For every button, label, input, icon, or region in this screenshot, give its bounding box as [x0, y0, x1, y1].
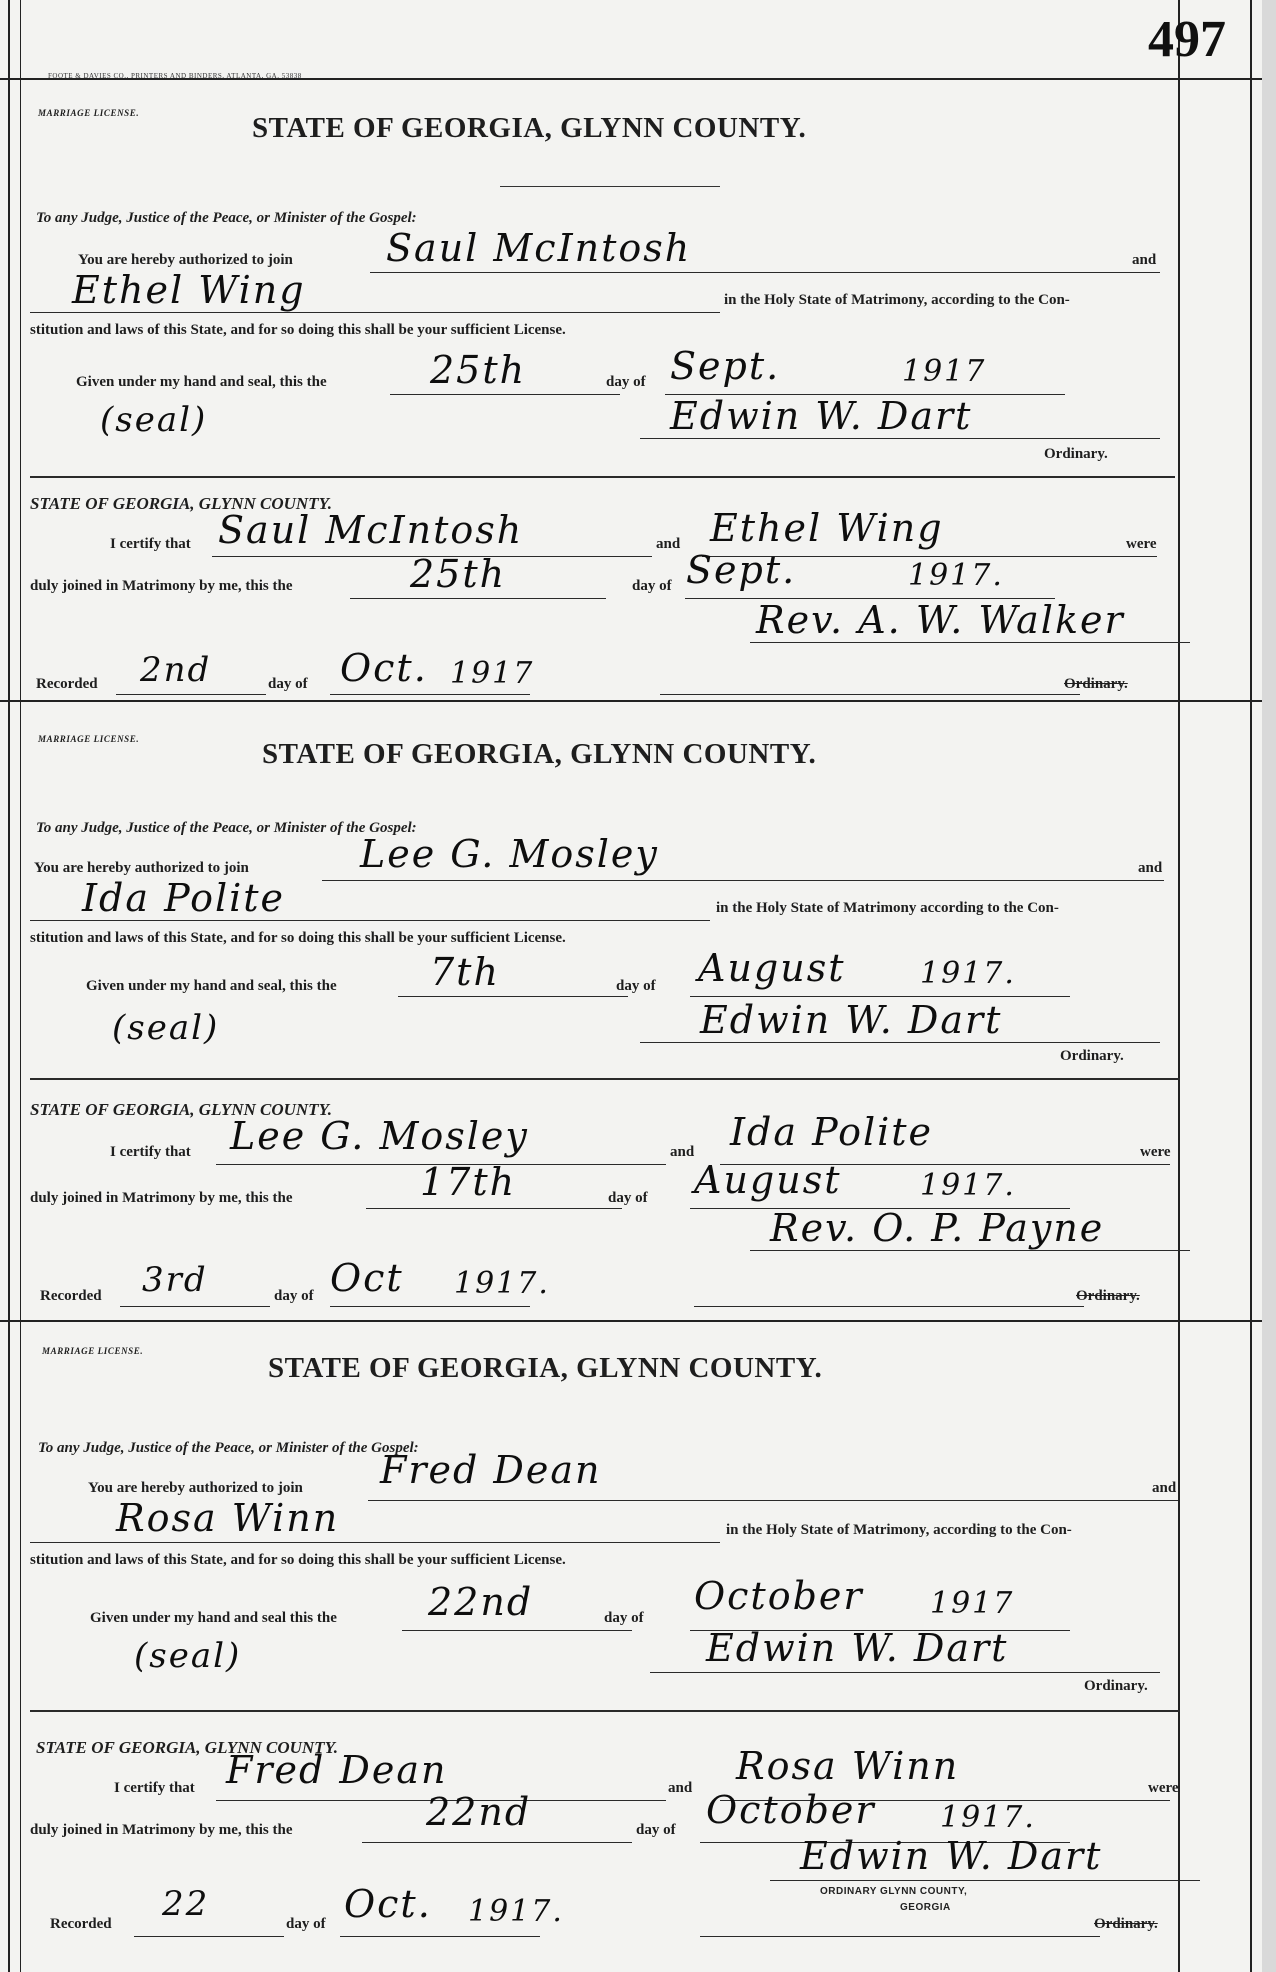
seal: (seal) — [134, 1636, 242, 1676]
license-title: STATE OF GEORGIA, GLYNN COUNTY. — [252, 112, 807, 144]
recorded-day-of-text: day of — [268, 676, 308, 692]
joined-text: duly joined in Matrimony by me, this the — [30, 578, 293, 594]
recorded-text: Recorded — [40, 1288, 102, 1304]
groom-name: Lee G. Mosley — [360, 832, 659, 876]
recorded-day-of-text: day of — [286, 1916, 326, 1932]
given-day: 7th — [430, 950, 500, 994]
salutation: To any Judge, Justice of the Peace, or Minister of the Gospel: — [36, 820, 417, 836]
and-text: and — [1132, 252, 1157, 268]
cert-day-of-text: day of — [608, 1190, 648, 1206]
were-text: were — [1126, 536, 1157, 552]
cert-bride-name: Ida Polite — [730, 1110, 934, 1154]
ordinary-signature: Edwin W. Dart — [706, 1626, 1009, 1670]
recorded-ordinary-label: Ordinary. — [1094, 1916, 1158, 1932]
cert-bride-name: Ethel Wing — [710, 506, 944, 550]
given-month: August — [698, 946, 846, 990]
recorded-day: 2nd — [140, 650, 212, 690]
recorded-ordinary-label: Ordinary. — [1064, 676, 1128, 692]
officiant-signature: Rev. A. W. Walker — [756, 598, 1125, 642]
page-number: 497 — [1148, 11, 1226, 68]
authorize-text: You are hereby authorized to join — [88, 1480, 303, 1496]
bride-name: Rosa Winn — [116, 1496, 340, 1540]
were-text: were — [1148, 1780, 1179, 1796]
cert-groom-name: Saul McIntosh — [218, 508, 524, 552]
certify-text: I certify that — [114, 1780, 195, 1796]
given-year: 1917. — [920, 956, 1016, 991]
left-margin-rule-inner — [20, 0, 21, 1972]
ordinary-label: Ordinary. — [1044, 446, 1108, 462]
cert-day-of-text: day of — [632, 578, 672, 594]
license-title: STATE OF GEORGIA, GLYNN COUNTY. — [268, 1352, 823, 1384]
given-text: Given under my hand and seal this the — [90, 1610, 337, 1626]
recorded-text: Recorded — [36, 676, 98, 692]
record-divider-2 — [0, 1320, 1262, 1322]
given-day: 22nd — [428, 1580, 534, 1624]
printer-imprint: FOOTE & DAVIES CO., PRINTERS AND BINDERS, ATLANTA, GA. 53838 — [48, 72, 302, 80]
holy-state-text: in the Holy State of Matrimony according to the Con- — [716, 900, 1059, 916]
ordinary-stamp-line-2: GEORGIA — [900, 1902, 951, 1913]
cert-year: 1917. — [908, 558, 1004, 593]
and-text: and — [1138, 860, 1163, 876]
groom-name: Fred Dean — [380, 1448, 602, 1492]
holy-state-text: in the Holy State of Matrimony, according to the Con- — [726, 1522, 1072, 1538]
ordinary-label: Ordinary. — [1084, 1678, 1148, 1694]
cert-and-text: and — [670, 1144, 695, 1160]
certify-text: I certify that — [110, 1144, 191, 1160]
license-title: STATE OF GEORGIA, GLYNN COUNTY. — [262, 738, 817, 770]
bride-name: Ethel Wing — [72, 268, 306, 312]
were-text: were — [1140, 1144, 1171, 1160]
constitution-text: stitution and laws of this State, and for so doing this shall be your sufficient License. — [30, 322, 566, 338]
given-day: 25th — [430, 348, 527, 392]
license-tag: MARRIAGE LICENSE. — [38, 108, 140, 118]
marriage-record-1 — [30, 82, 1225, 692]
cert-bride-name: Rosa Winn — [736, 1744, 960, 1788]
given-year: 1917 — [902, 354, 987, 389]
cert-and-text: and — [668, 1780, 693, 1796]
joined-text: duly joined in Matrimony by me, this the — [30, 1822, 293, 1838]
cert-month: Sept. — [686, 548, 797, 592]
day-of-text: day of — [606, 374, 646, 390]
certificate-header: STATE OF GEORGIA, GLYNN COUNTY. — [30, 1100, 332, 1119]
recorded-year: 1917. — [454, 1266, 550, 1301]
groom-name: Saul McIntosh — [386, 226, 692, 270]
officiant-signature: Rev. O. P. Payne — [770, 1206, 1105, 1250]
certificate-header: STATE OF GEORGIA, GLYNN COUNTY. — [30, 494, 332, 513]
recorded-month: Oct. — [344, 1882, 432, 1926]
right-edge-rule — [1250, 0, 1252, 1972]
salutation: To any Judge, Justice of the Peace, or Minister of the Gospel: — [38, 1440, 419, 1456]
left-margin-rule — [8, 0, 10, 1972]
authorize-text: You are hereby authorized to join — [34, 860, 249, 876]
given-text: Given under my hand and seal, this the — [86, 978, 337, 994]
ordinary-signature: Edwin W. Dart — [670, 394, 973, 438]
constitution-text: stitution and laws of this State, and for so doing this shall be your sufficient License. — [30, 1552, 566, 1568]
marriage-record-3 — [30, 1324, 1225, 1964]
ordinary-label: Ordinary. — [1060, 1048, 1124, 1064]
marriage-record-2 — [30, 704, 1225, 1304]
cert-day: 22nd — [426, 1790, 532, 1834]
recorded-day-of-text: day of — [274, 1288, 314, 1304]
ordinary-signature: Edwin W. Dart — [700, 998, 1003, 1042]
cert-groom-name: Fred Dean — [226, 1748, 448, 1792]
recorded-month: Oct. — [340, 646, 428, 690]
certificate-header: STATE OF GEORGIA, GLYNN COUNTY. — [36, 1738, 338, 1757]
seal: (seal) — [112, 1008, 220, 1048]
given-text: Given under my hand and seal, this the — [76, 374, 327, 390]
day-of-text: day of — [616, 978, 656, 994]
and-text: and — [1152, 1480, 1177, 1496]
given-year: 1917 — [930, 1586, 1015, 1621]
constitution-text: stitution and laws of this State, and for so doing this shall be your sufficient License. — [30, 930, 566, 946]
bride-name: Ida Polite — [82, 876, 286, 920]
recorded-day: 3rd — [142, 1260, 208, 1300]
cert-day: 17th — [420, 1160, 517, 1204]
salutation: To any Judge, Justice of the Peace, or Minister of the Gospel: — [36, 210, 417, 226]
license-tag: MARRIAGE LICENSE. — [42, 1346, 144, 1356]
seal: (seal) — [100, 400, 208, 440]
ordinary-stamp-line-1: ORDINARY GLYNN COUNTY, — [820, 1886, 968, 1897]
certify-text: I certify that — [110, 536, 191, 552]
recorded-year: 1917. — [468, 1894, 564, 1929]
holy-state-text: in the Holy State of Matrimony, according to the Con- — [724, 292, 1070, 308]
recorded-day: 22 — [162, 1884, 210, 1924]
license-tag: MARRIAGE LICENSE. — [38, 734, 140, 744]
cert-year: 1917. — [940, 1800, 1036, 1835]
officiant-signature: Edwin W. Dart — [800, 1834, 1103, 1878]
record-divider-1 — [0, 700, 1262, 702]
authorize-text: You are hereby authorized to join — [78, 252, 293, 268]
cert-groom-name: Lee G. Mosley — [230, 1114, 529, 1158]
recorded-year: 1917 — [450, 656, 535, 691]
cert-day: 25th — [410, 552, 507, 596]
cert-day-of-text: day of — [636, 1822, 676, 1838]
recorded-text: Recorded — [50, 1916, 112, 1932]
recorded-ordinary-label: Ordinary. — [1076, 1288, 1140, 1304]
cert-month: October — [706, 1788, 876, 1832]
cert-year: 1917. — [920, 1168, 1016, 1203]
recorded-month: Oct — [330, 1256, 404, 1300]
day-of-text: day of — [604, 1610, 644, 1626]
joined-text: duly joined in Matrimony by me, this the — [30, 1190, 293, 1206]
cert-and-text: and — [656, 536, 681, 552]
cert-month: August — [694, 1158, 842, 1202]
given-month: Sept. — [670, 344, 781, 388]
given-month: October — [694, 1574, 864, 1618]
